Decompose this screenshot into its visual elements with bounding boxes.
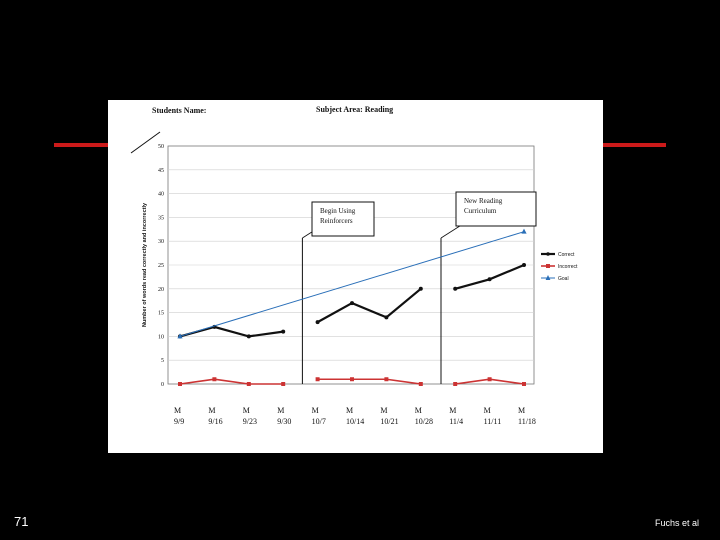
header-subject: Subject Area: Reading	[316, 105, 394, 114]
y-tick-40: 40	[158, 191, 164, 198]
x-label-day-2: M	[208, 406, 216, 415]
x-label-date-8: 10/28	[414, 417, 434, 426]
accent-rule-left	[54, 143, 110, 147]
data-series	[177, 229, 526, 386]
y-tick-20: 20	[158, 286, 164, 293]
x-label-day-1: M	[174, 406, 182, 415]
x-label-date-10: 11/11	[483, 417, 502, 426]
series-incorrect-point-3-3	[522, 382, 526, 386]
x-label-day-5: M	[311, 406, 319, 415]
y-tick-45: 45	[158, 167, 164, 174]
x-label-day-3: M	[242, 406, 250, 415]
slide-credit: Fuchs et al	[655, 518, 700, 528]
y-tick-35: 35	[158, 215, 164, 222]
annotations	[312, 192, 536, 236]
x-label-date-4: 9/30	[277, 417, 292, 426]
slide-number: 71	[14, 514, 29, 529]
y-tick-50: 50	[158, 144, 164, 150]
y-tick-30: 30	[158, 239, 164, 246]
series-incorrect-point-1-1	[178, 382, 182, 386]
y-tick-labels	[158, 144, 164, 388]
y-tick-10: 10	[158, 334, 164, 341]
x-label-day-8: M	[414, 406, 422, 415]
x-label-date-7: 10/21	[380, 417, 399, 426]
header-student: Students Name:	[152, 106, 207, 115]
series-correct-point-3-3	[522, 263, 526, 267]
series-incorrect-point-1-2	[212, 377, 216, 381]
y-tick-0: 0	[161, 382, 164, 388]
y-tick-25: 25	[158, 263, 164, 269]
series-incorrect-point-1-4	[281, 382, 285, 386]
series-correct-point-1-4	[281, 330, 285, 334]
x-label-date-5: 10/7	[311, 417, 326, 426]
x-label-day-4: M	[277, 406, 285, 415]
x-label-day-9: M	[449, 406, 457, 415]
annotation-text-2-2: Curriculum	[464, 207, 497, 215]
legend-correct-marker	[546, 252, 550, 256]
series-goal-point-1-2	[521, 229, 526, 234]
x-label-date-2: 9/16	[208, 417, 223, 426]
series-correct-point-2-4	[419, 287, 423, 291]
annotation-text-1-1: Begin Using	[320, 207, 356, 215]
progress-chart	[108, 100, 603, 453]
series-incorrect-point-2-2	[350, 377, 354, 381]
series-incorrect-point-3-2	[488, 377, 492, 381]
series-incorrect-segment-2	[318, 379, 421, 384]
x-label-date-1: 9/9	[174, 417, 185, 426]
series-correct-point-2-1	[316, 320, 320, 324]
series-correct-point-3-2	[488, 277, 492, 281]
series-correct-point-3-1	[453, 287, 457, 291]
legend-incorrect-marker	[546, 264, 550, 268]
legend-goal-label: Goal	[558, 276, 569, 282]
legend-correct-label: Correct	[558, 252, 575, 258]
annotation-text-1-2: Reinforcers	[320, 217, 353, 225]
y-tick-15: 15	[158, 310, 164, 317]
y-axis-label: Number of words read correctly and incorrectly	[142, 202, 148, 328]
accent-rule-right	[600, 143, 666, 147]
x-label-day-6: M	[346, 406, 354, 415]
x-tick-labels	[174, 406, 536, 426]
legend-incorrect-label: Incorrect	[558, 264, 578, 270]
progress-chart-scan	[108, 100, 603, 453]
series-incorrect-point-2-4	[419, 382, 423, 386]
legend	[541, 252, 578, 282]
annotation-text-2-1: New Reading	[464, 197, 503, 205]
series-correct-point-2-2	[350, 301, 354, 305]
series-correct-segment-2	[318, 289, 421, 322]
series-incorrect-point-2-3	[384, 377, 388, 381]
series-correct-point-1-3	[247, 334, 251, 338]
x-label-date-9: 11/4	[449, 417, 464, 426]
x-label-day-10: M	[483, 406, 491, 415]
series-correct-segment-3	[455, 265, 524, 289]
series-incorrect-point-2-1	[316, 377, 320, 381]
x-label-day-11: M	[518, 406, 526, 415]
y-tick-5: 5	[161, 358, 164, 365]
series-incorrect-point-3-1	[453, 382, 457, 386]
x-label-date-3: 9/23	[242, 417, 258, 426]
x-label-day-7: M	[380, 406, 388, 415]
series-incorrect-segment-1	[180, 379, 283, 384]
x-label-date-6: 10/14	[346, 417, 365, 426]
series-correct-point-2-3	[384, 315, 388, 319]
series-incorrect-point-1-3	[247, 382, 251, 386]
name-slash-mark	[131, 132, 160, 153]
x-label-date-11: 11/18	[518, 417, 536, 426]
